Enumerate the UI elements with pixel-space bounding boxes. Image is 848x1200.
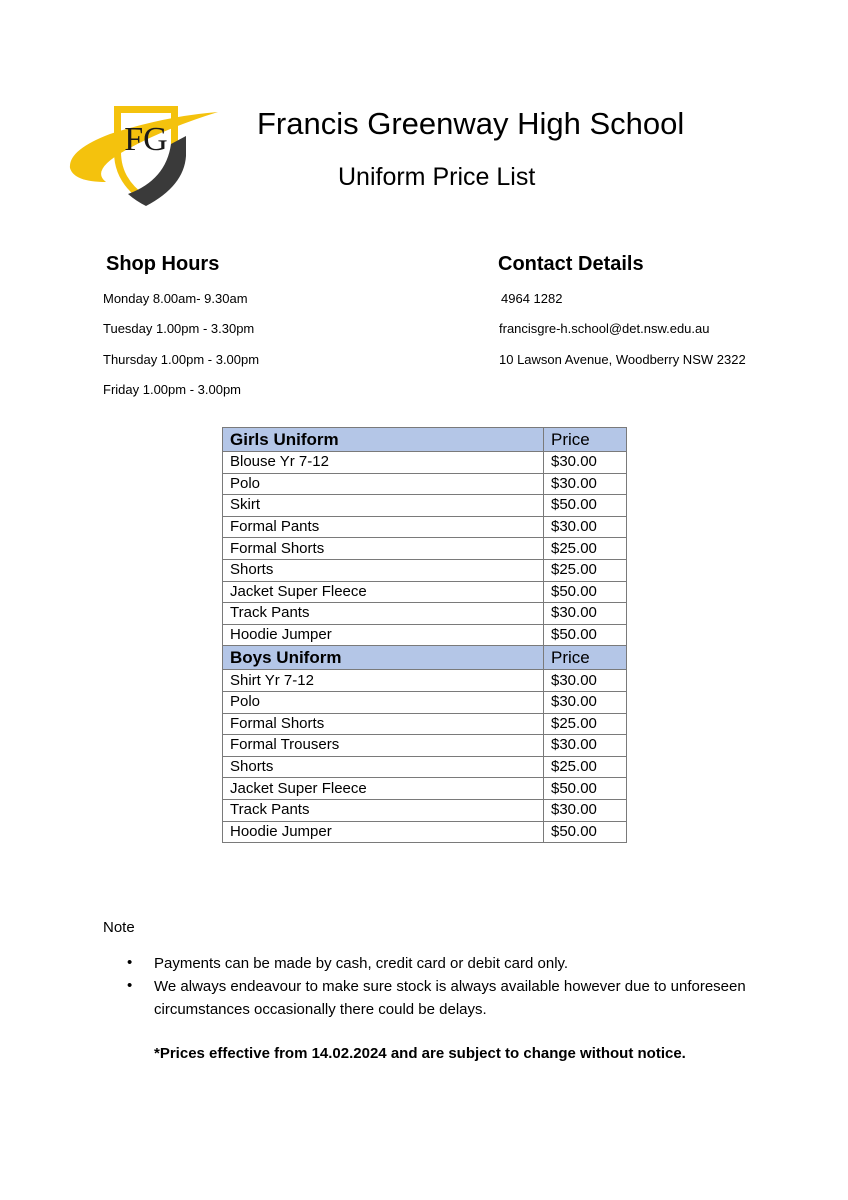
item-price: $50.00 xyxy=(544,624,627,646)
item-name: Jacket Super Fleece xyxy=(223,778,544,800)
note-stock-availability: We always endeavour to make sure stock is always available however due to unforeseen circumstances occasionally there could be delays. xyxy=(154,978,746,1018)
shop-hours-friday: Friday 1.00pm - 3.00pm xyxy=(103,382,242,397)
item-name: Skirt xyxy=(223,495,544,517)
table-row xyxy=(223,778,627,800)
shop-hours-monday: Monday 8.00am- 9.30am xyxy=(103,291,248,306)
table-row xyxy=(223,670,627,692)
item-name: Hoodie Jumper xyxy=(223,821,544,843)
document-title: Uniform Price List xyxy=(338,163,536,191)
item-price: $30.00 xyxy=(544,603,627,625)
item-price: $25.00 xyxy=(544,756,627,778)
boys-uniform-header: Boys Uniform xyxy=(223,646,544,670)
item-name: Polo xyxy=(223,473,544,495)
item-name: Shorts xyxy=(223,559,544,581)
item-name: Formal Shorts xyxy=(223,538,544,560)
item-name: Blouse Yr 7-12 xyxy=(223,452,544,474)
logo-text: FG xyxy=(124,121,168,158)
item-price: $30.00 xyxy=(544,516,627,538)
item-price: $30.00 xyxy=(544,691,627,713)
item-price: $25.00 xyxy=(544,538,627,560)
contact-details-heading: Contact Details xyxy=(498,253,644,275)
table-row xyxy=(223,538,627,560)
item-price: $30.00 xyxy=(544,799,627,821)
table-row xyxy=(223,452,627,474)
item-price: $30.00 xyxy=(544,452,627,474)
table-row xyxy=(223,799,627,821)
boys-uniform-header-row xyxy=(223,646,627,670)
table-row xyxy=(223,581,627,603)
school-logo xyxy=(66,98,222,208)
table-row xyxy=(223,495,627,517)
item-price: $50.00 xyxy=(544,495,627,517)
item-name: Hoodie Jumper xyxy=(223,624,544,646)
item-name: Track Pants xyxy=(223,799,544,821)
item-name: Formal Shorts xyxy=(223,713,544,735)
item-price: $30.00 xyxy=(544,473,627,495)
contact-address: 10 Lawson Avenue, Woodberry NSW 2322 xyxy=(499,352,746,367)
table-row xyxy=(223,624,627,646)
item-name: Jacket Super Fleece xyxy=(223,581,544,603)
boys-price-header: Price xyxy=(544,646,627,670)
shop-hours-heading: Shop Hours xyxy=(106,253,220,275)
item-name: Formal Pants xyxy=(223,516,544,538)
item-price: $30.00 xyxy=(544,735,627,757)
contact-email: francisgre-h.school@det.nsw.edu.au xyxy=(499,321,710,336)
girls-price-header: Price xyxy=(544,428,627,452)
table-row xyxy=(223,473,627,495)
item-name: Track Pants xyxy=(223,603,544,625)
table-row xyxy=(223,516,627,538)
table-row xyxy=(223,821,627,843)
item-name: Polo xyxy=(223,691,544,713)
table-row xyxy=(223,713,627,735)
item-name: Shirt Yr 7-12 xyxy=(223,670,544,692)
item-price: $50.00 xyxy=(544,581,627,603)
table-row xyxy=(223,735,627,757)
girls-uniform-header-row xyxy=(223,428,627,452)
table-row xyxy=(223,603,627,625)
uniform-price-table xyxy=(222,427,627,843)
school-name: Francis Greenway High School xyxy=(257,106,685,141)
item-price: $25.00 xyxy=(544,713,627,735)
item-price: $50.00 xyxy=(544,821,627,843)
bullet-icon: • xyxy=(127,977,133,994)
girls-uniform-header: Girls Uniform xyxy=(223,428,544,452)
item-price: $50.00 xyxy=(544,778,627,800)
shop-hours-tuesday: Tuesday 1.00pm - 3.30pm xyxy=(103,321,255,336)
item-name: Formal Trousers xyxy=(223,735,544,757)
bullet-icon: • xyxy=(127,954,133,971)
table-row xyxy=(223,559,627,581)
table-row xyxy=(223,756,627,778)
note-label: Note xyxy=(103,919,135,936)
table-row xyxy=(223,691,627,713)
item-name: Shorts xyxy=(223,756,544,778)
prices-effective-note: *Prices effective from 14.02.2024 and are subject to change without notice. xyxy=(154,1045,686,1062)
note-payment-methods: Payments can be made by cash, credit card or debit card only. xyxy=(154,955,569,972)
contact-phone: 4964 1282 xyxy=(501,291,563,306)
item-price: $25.00 xyxy=(544,559,627,581)
item-price: $30.00 xyxy=(544,670,627,692)
shop-hours-thursday: Thursday 1.00pm - 3.00pm xyxy=(103,352,260,367)
